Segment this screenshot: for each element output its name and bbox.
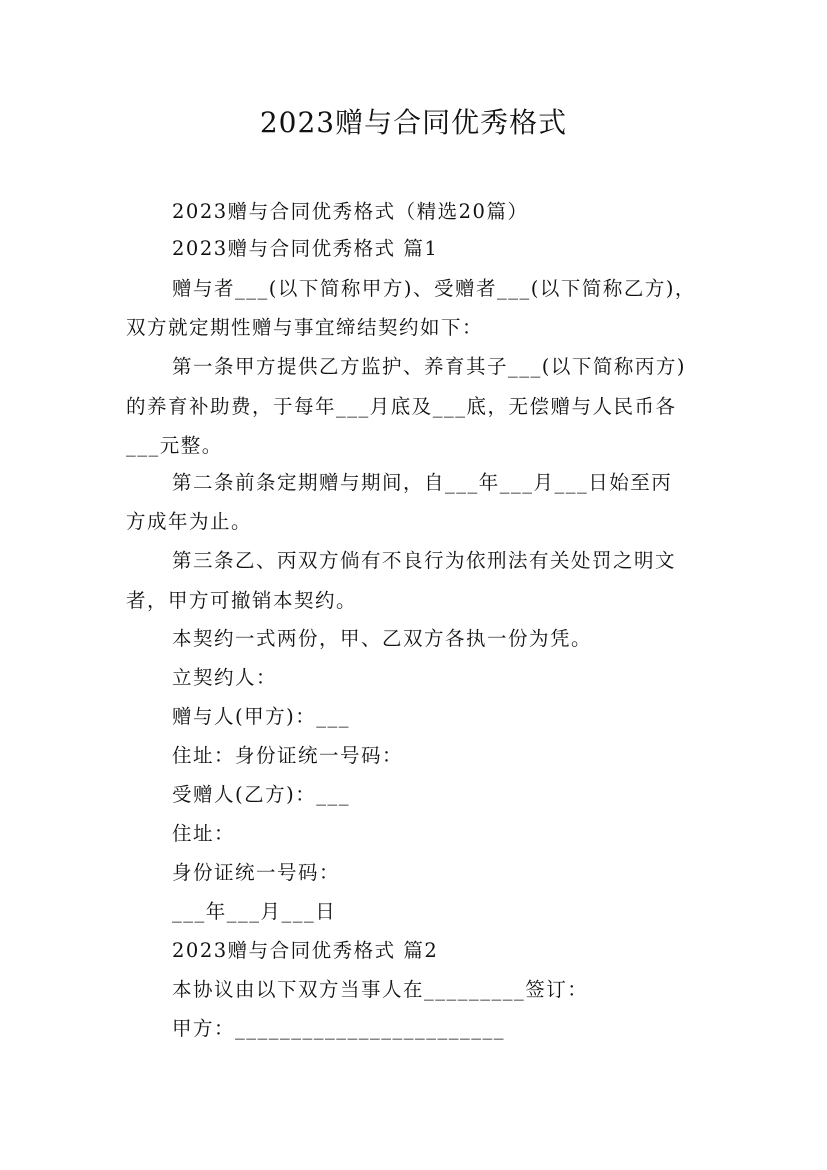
donor-line: 赠与人(甲方)：___ [172, 705, 350, 728]
section-heading-1: 2023赠与合同优秀格式 篇1 [172, 237, 439, 260]
section-heading-2: 2023赠与合同优秀格式 篇2 [172, 939, 439, 962]
signatory-heading: 立契约人： [172, 666, 278, 689]
paragraph-line: 第一条甲方提供乙方监护、养育其子___(以下简称丙方) [172, 355, 686, 378]
paragraph-line: 双方就定期性赠与事宜缔结契约如下： [126, 316, 484, 339]
paragraph-line: 方成年为止。 [126, 510, 253, 533]
date-line: ___年___月___日 [172, 900, 337, 923]
address-line: 住址： [172, 822, 236, 845]
party-a-line: 甲方：________________________ [172, 1017, 506, 1040]
paragraph-line: 的养育补助费，于每年___月底及___底，无偿赠与人民币各 [126, 395, 677, 418]
subtitle-line: 2023赠与合同优秀格式（精选20篇） [172, 200, 529, 223]
donee-line: 受赠人(乙方)：___ [172, 783, 350, 806]
paragraph-line: ___元整。 [126, 434, 223, 457]
paragraph-line: 第三条乙、丙双方倘有不良行为依刑法有关处罚之明文 [172, 549, 677, 572]
paragraph-line: 第二条前条定期赠与期间，自___年___月___日始至丙 [172, 471, 673, 494]
paragraph-line: 赠与者___(以下简称甲方)、受赠者___(以下简称乙方)， [172, 277, 696, 300]
paragraph-line: 本协议由以下双方当事人在_________签订： [172, 978, 589, 1001]
document-title: 2023赠与合同优秀格式 [259, 106, 568, 139]
paragraph-line: 者，甲方可撤销本契约。 [126, 589, 358, 612]
id-number-line: 身份证统一号码： [172, 861, 341, 884]
address-id-line: 住址：身份证统一号码： [172, 744, 404, 767]
paragraph-line: 本契约一式两份，甲、乙双方各执一份为凭。 [172, 627, 593, 650]
